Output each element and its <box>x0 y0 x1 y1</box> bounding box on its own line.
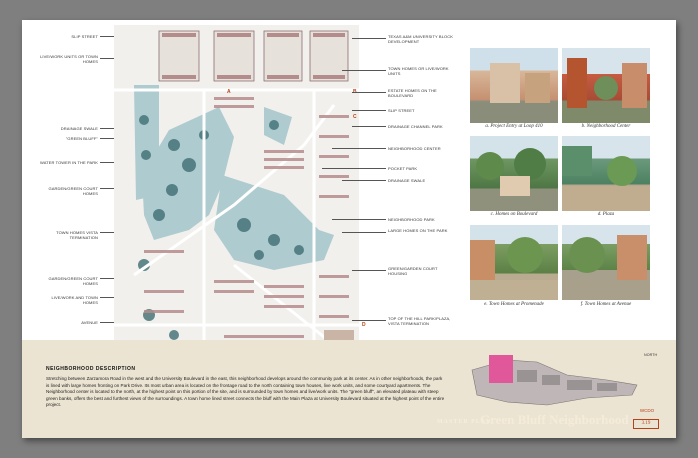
photo-town-homes-promenade <box>470 225 558 300</box>
callout-left-9: LIVE/WORK AND TOWN HOMES <box>51 295 98 305</box>
firm-logo: WCDO <box>639 408 655 413</box>
callout-left-1: SLIP STREET <box>71 34 98 39</box>
photo-illustration <box>562 225 650 300</box>
callout-right-5: DRAINAGE CHANNEL PARK <box>388 124 443 129</box>
leader-line <box>342 70 386 71</box>
master-plan-drawing <box>114 25 359 352</box>
caption-a: a. Project Entry at Loop 410 <box>485 124 543 129</box>
leader-line <box>342 232 386 233</box>
callout-right-6: NEIGHBORHOOD CENTER <box>388 146 441 151</box>
callout-right-1: TEXAS A&M UNIVERSITY BLOCK DEVELOPMENT <box>388 34 453 44</box>
master-plan-label: MASTER PLAN <box>437 419 492 425</box>
callout-right-7: POCKET PARK <box>388 166 418 171</box>
callout-left-2: LIVE/WORK UNITS OR TOWN HOMES <box>40 54 98 64</box>
callout-right-9: NEIGHBORHOOD PARK <box>388 217 435 222</box>
caption-f: f. Town Homes at Avenue <box>580 302 632 307</box>
plan-board <box>22 20 676 438</box>
photo-town-homes-avenue <box>562 225 650 300</box>
description-text: Stretching between Zarzamora Road in the west and the University Boulevard in the east, this neighborhood develops around the community park at its center. As in other neighborhoods, the park is lined with large homes fronting on Park Drive. Its most urban area is located on the frontage road to the north containing town houses, live work units, and some courtyard apartments. The Neighborhood center is located to the north, at the highest point on this portion of the site, and is surrounded by town homes and live/work units. The "green bluff", an elevated plateau with steep green banks, offers the best and furthest views of the surroundings. A town home lined street connects the bluff with the Main Plaza at University Boulevard situated at the highest point of the entire project. <box>46 376 445 408</box>
photo-neighborhood-center <box>562 48 650 123</box>
photo-illustration <box>470 48 558 123</box>
description-title: NEIGHBORHOOD DESCRIPTION <box>46 366 136 372</box>
callout-left-5: WATER TOWER IN THE PARK <box>39 160 98 165</box>
marker-a: A <box>227 89 231 95</box>
photo-illustration <box>470 225 558 300</box>
photo-illustration <box>562 48 650 123</box>
callout-right-4: SLIP STREET <box>388 108 415 113</box>
caption-b: b. Neighborhood Center <box>581 124 631 129</box>
callout-right-12: TOP OF THE HILL PARK/PLAZA, VISTA TERMINATION <box>388 316 451 326</box>
leader-line <box>352 89 386 95</box>
leader-line <box>332 148 386 149</box>
marker-d: D <box>362 322 366 328</box>
callout-left-6: GARDEN/GREEN COURT HOMES <box>48 186 98 196</box>
leader-line <box>352 320 386 321</box>
photo-illustration <box>470 136 558 211</box>
page-number: 3.19 <box>633 419 659 429</box>
caption-c: c. Homes on Boulevard <box>490 212 538 217</box>
callout-left-8: GARDEN/GREEN COURT HOMES <box>48 276 98 286</box>
callout-right-11: GREEN/GARDEN COURT HOUSING <box>388 266 438 276</box>
caption-e: e. Town Homes at Promenade <box>484 302 544 307</box>
photo-illustration <box>562 136 650 211</box>
callout-left-10: AVENUE <box>81 320 98 325</box>
callout-left-7: TOWN HOMES VISTA TERMINATION <box>56 230 98 240</box>
leader-line <box>342 180 386 181</box>
north-label: NORTH <box>644 353 658 357</box>
key-map <box>467 350 647 410</box>
leader-line <box>352 126 386 127</box>
marker-c: C <box>353 114 357 120</box>
leader-line <box>352 270 386 271</box>
leader-line <box>352 110 386 111</box>
photo-plaza <box>562 136 650 211</box>
callout-right-3: ESTATE HOMES ON THE BOULEVARD <box>388 88 437 98</box>
callout-right-10: LARGE HOMES ON THE PARK <box>388 228 448 233</box>
caption-d: d. Plaza <box>597 212 615 217</box>
photo-homes-on-boulevard <box>470 136 558 211</box>
leader-line <box>322 168 386 169</box>
leader-line <box>352 38 386 39</box>
leader-line <box>332 219 386 220</box>
callout-right-8: DRAINAGE SWALE <box>388 178 426 183</box>
page-title: Green Bluff Neighborhood <box>480 412 629 427</box>
callout-left-4: "GREEN BLUFF" <box>65 136 98 141</box>
callout-right-2: TOWN HOMES OR LIVE/WORK UNITS <box>388 66 449 76</box>
marker-b: B <box>353 89 357 95</box>
callout-left-3: DRAINAGE SWALE <box>60 126 98 131</box>
photo-project-entry <box>470 48 558 123</box>
